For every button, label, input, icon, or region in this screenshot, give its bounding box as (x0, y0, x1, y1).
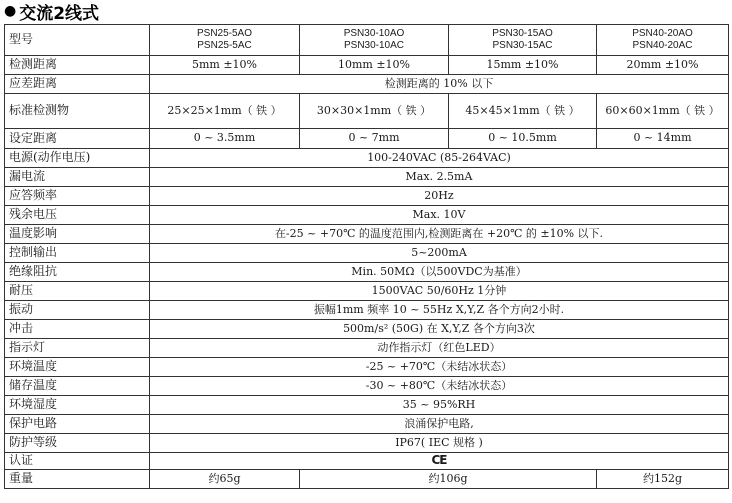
value-cell: 检测距离的 10% 以下 (150, 75, 729, 94)
model-cell: PSN30-10AO PSN30-10AC (300, 25, 449, 56)
row-label: 绝缘阻抗 (5, 263, 150, 282)
value-cell: 约65g (150, 470, 300, 489)
table-row (5, 25, 729, 56)
value-cell: 60×60×1mm（ 铁 ） (597, 94, 729, 129)
table-row (5, 415, 729, 434)
table-row (5, 263, 729, 282)
value-cell: 35 ~ 95%RH (150, 396, 729, 415)
row-label: 设定距离 (5, 129, 150, 149)
row-label: 环境湿度 (5, 396, 150, 415)
row-label: 电源(动作电压) (5, 149, 150, 168)
table-row (5, 358, 729, 377)
value-cell: 500m/s² (50G) 在 X,Y,Z 各个方向3次 (150, 320, 729, 339)
row-label: 重量 (5, 470, 150, 489)
table-row (5, 168, 729, 187)
model-cell: PSN30-15AO PSN30-15AC (449, 25, 597, 56)
model-cell: PSN25-5AO PSN25-5AC (150, 25, 300, 56)
value-cell: 1500VAC 50/60Hz 1分钟 (150, 282, 729, 301)
row-label: 指示灯 (5, 339, 150, 358)
table-row (5, 453, 729, 470)
row-label: 残余电压 (5, 206, 150, 225)
row-label: 冲击 (5, 320, 150, 339)
value-cell: 0 ~ 7mm (300, 129, 449, 149)
table-row (5, 282, 729, 301)
table-row (5, 244, 729, 263)
value-cell: 在-25 ~ +70℃ 的温度范围内,检测距离在 +20℃ 的 ±10% 以下. (150, 225, 729, 244)
value-cell: 30×30×1mm（ 铁 ） (300, 94, 449, 129)
row-label: 应答频率 (5, 187, 150, 206)
value-cell: Max. 10V (150, 206, 729, 225)
table-row (5, 75, 729, 94)
value-cell: 100-240VAC (85-264VAC) (150, 149, 729, 168)
spec-table (4, 24, 729, 489)
value-cell: 25×25×1mm（ 铁 ） (150, 94, 300, 129)
section-title (4, 0, 99, 22)
table-row (5, 434, 729, 453)
table-row (5, 320, 729, 339)
value-cell: 45×45×1mm（ 铁 ） (449, 94, 597, 129)
table-row (5, 301, 729, 320)
row-label: 温度影响 (5, 225, 150, 244)
value-cell: 振幅1mm 频率 10 ~ 55Hz X,Y,Z 各个方向2小时. (150, 301, 729, 320)
row-label: 保护电路 (5, 415, 150, 434)
value-cell: 5~200mA (150, 244, 729, 263)
value-cell: -30 ~ +80℃（未结冰状态） (150, 377, 729, 396)
row-label: 漏电流 (5, 168, 150, 187)
table-row (5, 94, 729, 129)
table-row (5, 129, 729, 149)
row-label: 耐压 (5, 282, 150, 301)
value-cell: 10mm ±10% (300, 56, 449, 75)
value-cell: 0 ~ 14mm (597, 129, 729, 149)
table-row (5, 470, 729, 489)
value-cell: 20mm ±10% (597, 56, 729, 75)
row-label: 防护等级 (5, 434, 150, 453)
value-cell: Min. 50MΩ（以500VDC为基准） (150, 263, 729, 282)
table-row (5, 187, 729, 206)
value-cell: 约106g (300, 470, 597, 489)
ce-mark-icon: CE (150, 453, 729, 470)
row-label: 振动 (5, 301, 150, 320)
table-row (5, 206, 729, 225)
row-label: 检测距离 (5, 56, 150, 75)
row-label: 标准检测物 (5, 94, 150, 129)
row-label: 应差距离 (5, 75, 150, 94)
table-row (5, 377, 729, 396)
row-label: 储存温度 (5, 377, 150, 396)
row-label: 型号 (5, 25, 150, 56)
value-cell: 5mm ±10% (150, 56, 300, 75)
value-cell: 约152g (597, 470, 729, 489)
value-cell: Max. 2.5mA (150, 168, 729, 187)
table-row (5, 396, 729, 415)
value-cell: 动作指示灯（红色LED） (150, 339, 729, 358)
table-row (5, 225, 729, 244)
table-row (5, 149, 729, 168)
table-row (5, 339, 729, 358)
bullet-icon: ● (4, 3, 17, 19)
row-label: 认证 (5, 453, 150, 470)
value-cell: 0 ~ 10.5mm (449, 129, 597, 149)
section-title-text: 交流2线式 (19, 3, 100, 24)
model-cell: PSN40-20AO PSN40-20AC (597, 25, 729, 56)
row-label: 环境温度 (5, 358, 150, 377)
table-row (5, 56, 729, 75)
value-cell: IP67( IEC 规格 ) (150, 434, 729, 453)
value-cell: 20Hz (150, 187, 729, 206)
row-label: 控制输出 (5, 244, 150, 263)
value-cell: 15mm ±10% (449, 56, 597, 75)
value-cell: 浪涌保护电路, (150, 415, 729, 434)
value-cell: 0 ~ 3.5mm (150, 129, 300, 149)
value-cell: -25 ~ +70℃（未结冰状态） (150, 358, 729, 377)
